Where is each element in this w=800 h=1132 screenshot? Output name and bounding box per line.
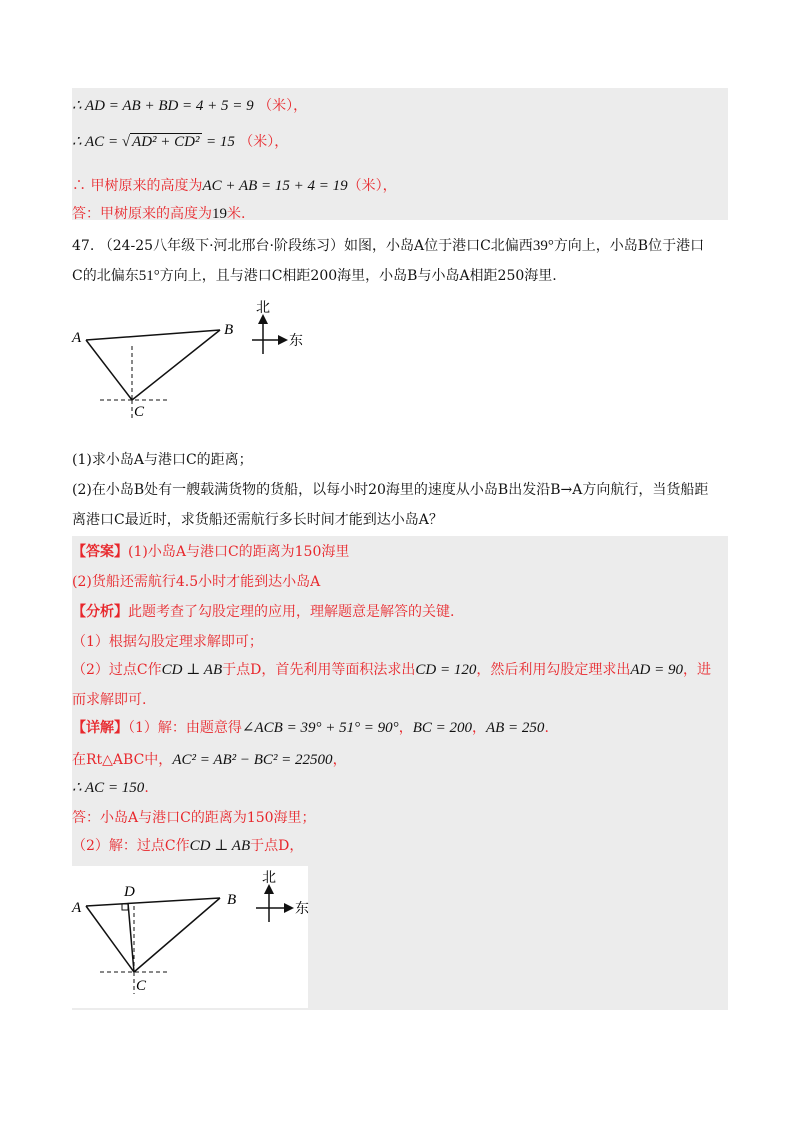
math-ad-90: AD = 90 — [630, 662, 683, 678]
detail-line-5 — [72, 836, 303, 856]
detail-line-2 — [72, 750, 347, 770]
figure-1-diagram — [60, 296, 320, 426]
detail-text: （2）解：过点C作 — [72, 838, 190, 854]
math-ab: AB = 250 — [485, 720, 545, 736]
problem-text: C的北偏东 — [72, 268, 139, 284]
solution-line-1 — [72, 96, 307, 116]
question-1: (1)求小岛A与港口C的距离； — [72, 452, 253, 468]
answer-1: (1)小岛A与港口C的距离为150海里 — [128, 544, 350, 560]
label-north: 北 — [262, 871, 276, 886]
analysis-text: ，然后利用勾股定理求出 — [476, 662, 631, 678]
separator: . — [544, 720, 549, 736]
solution-line-2 — [72, 132, 288, 152]
analysis-text: 此题考查了勾股定理的应用，理解题意是解答的关键. — [128, 604, 455, 620]
equation-ad: ∴ AD = AB + BD = 4 + 5 = 9 — [72, 98, 254, 114]
separator: ， — [332, 752, 347, 768]
detail-line-1 — [72, 718, 549, 738]
answer-unit: 米. — [227, 206, 246, 222]
answer-text: 答：甲树原来的高度为 — [72, 206, 212, 222]
solution-answer — [72, 204, 245, 224]
compass-icon — [252, 300, 303, 354]
detail-text: （1）解：由题意得 — [128, 720, 242, 736]
unit-meter: （米）， — [258, 98, 308, 114]
solution-line-3 — [72, 176, 397, 196]
equation-ac-prefix: ∴ AC = — [72, 134, 122, 150]
math-cd-perp-ab: CD ⊥ AB — [189, 838, 251, 854]
separator: ， — [398, 720, 413, 736]
problem-number: 47. — [72, 238, 95, 254]
analysis-line — [72, 602, 454, 622]
sqrt-radicand: AD² + CD² — [132, 134, 200, 150]
analysis-tag: 【分析】 — [72, 604, 128, 620]
math-bc: BC = 200 — [412, 720, 472, 736]
answer-line-2: (2)货船还需航行4.5小时才能到达小岛A — [72, 574, 321, 590]
detail-tag: 【详解】 — [72, 720, 128, 736]
analysis-step-2 — [72, 660, 711, 680]
analysis-step-1: （1）根据勾股定理求解即可； — [72, 634, 263, 650]
analysis-text: （2）过点C作 — [72, 662, 162, 678]
label-east: 东 — [295, 902, 309, 917]
problem-source: （24-25八年级下·河北邢台·阶段练习） — [98, 238, 344, 254]
math-angle-acb: ∠ACB = 39° + 51° = 90° — [241, 720, 399, 736]
detail-line-4: 答：小岛A与港口C的距离为150海里； — [72, 810, 316, 826]
separator: . — [144, 780, 149, 796]
answer-tag: 【答案】 — [72, 544, 128, 560]
label-c: C — [134, 404, 145, 420]
label-north: 北 — [256, 301, 270, 316]
question-2-line-2: 离港口C最近时，求货船还需航行多长时间才能到达小岛A？ — [72, 512, 443, 528]
detail-text: 于点D， — [250, 838, 304, 854]
label-a: A — [72, 330, 82, 346]
math-cd-perp-ab: CD ⊥ AB — [161, 662, 223, 678]
answer-line-1 — [72, 542, 349, 562]
math-cd-120: CD = 120 — [415, 662, 477, 678]
problem-text: 如图，小岛A位于港口C北偏西 — [343, 238, 533, 254]
problem-line-2 — [72, 266, 557, 286]
angle-39: 39° — [532, 238, 554, 254]
compass-icon — [256, 870, 309, 922]
equation-height: AC + AB = 15 + 4 = 19 — [202, 178, 348, 194]
equation-ac-suffix: = 15 — [205, 134, 235, 150]
label-b: B — [224, 322, 234, 338]
analysis-step-3: 而求解即可. — [72, 692, 147, 708]
label-b: B — [227, 892, 237, 908]
answer-number: 19 — [212, 206, 227, 222]
detail-line-3 — [72, 778, 149, 798]
label-c: C — [136, 978, 147, 994]
math-ac-squared: AC² = AB² − BC² = 22500 — [172, 752, 333, 768]
analysis-text: 于点D，首先利用等面积法求出 — [222, 662, 416, 678]
analysis-text: ，进 — [682, 662, 711, 678]
label-east: 东 — [289, 334, 303, 349]
problem-text: 方向上，小岛B位于港口 — [553, 238, 705, 254]
unit-meter: （米）， — [347, 178, 397, 194]
label-d: D — [124, 884, 135, 900]
math-ac-150: ∴ AC = 150 — [72, 780, 145, 796]
unit-meter: （米）， — [239, 134, 289, 150]
separator: ， — [471, 720, 486, 736]
problem-line-1 — [72, 236, 704, 256]
detail-text: 在Rt△ABC中， — [72, 752, 173, 768]
height-text: ∴ 甲树原来的高度为 — [72, 178, 203, 194]
sqrt-sign: √ — [121, 134, 131, 150]
label-a: A — [72, 900, 82, 916]
angle-51: 51° — [138, 268, 160, 284]
question-2-line-1: (2)在小岛B处有一艘载满货物的货船，以每小时20海里的速度从小岛B出发沿B→A方向航行，当货船距 — [72, 482, 709, 498]
problem-text: 方向上，且与港口C相距200海里，小岛B与小岛A相距250海里. — [159, 268, 557, 284]
figure-2-diagram — [60, 866, 320, 1008]
